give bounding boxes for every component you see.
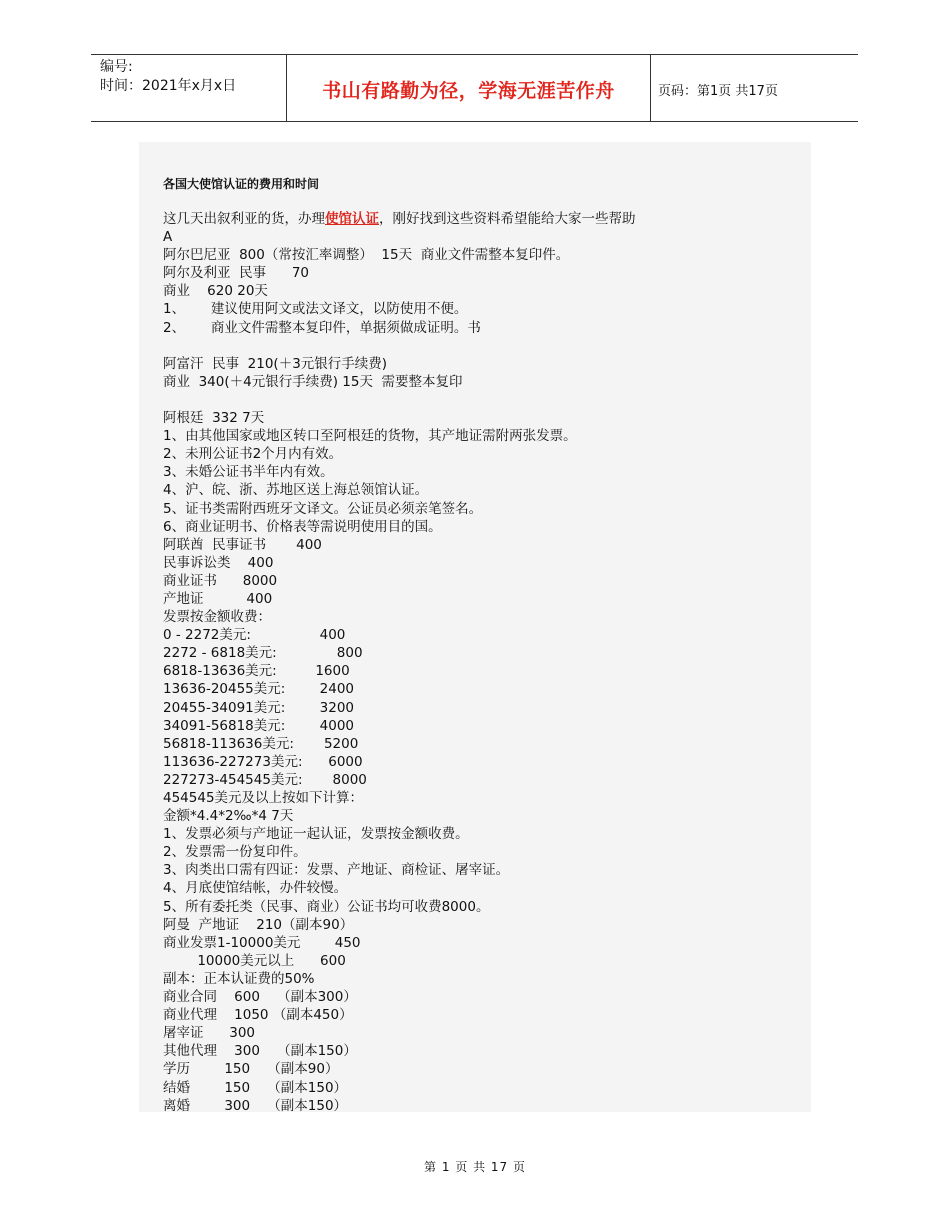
document-line: 0 - 2272美元: 400 xyxy=(163,627,346,644)
document-line: 13636-20455美元: 2400 xyxy=(163,681,354,698)
intro-text-before: 这几天出叙利亚的货，办理 xyxy=(163,211,325,227)
document-line: 1、 建议使用阿文或法文译文，以防使用不便。 xyxy=(163,301,468,318)
document-line: 商业合同 600 （副本300） xyxy=(163,989,357,1006)
document-line: 发票按金额收费： xyxy=(163,609,271,626)
document-line: 4、月底使馆结帐，办件较慢。 xyxy=(163,880,348,897)
document-line: 5、所有委托类（民事、商业）公证书均可收费8000。 xyxy=(163,898,490,915)
document-line: 2、 商业文件需整本复印件，单据须做成证明。书 xyxy=(163,319,481,336)
document-line: 227273-454545美元: 8000 xyxy=(163,771,367,788)
document-line: 阿富汗 民事 210(＋3元银行手续费) xyxy=(163,355,388,372)
header-page-info: 页码：第1页 共17页 xyxy=(658,84,778,99)
document-line: 商业发票1-10000美元 450 xyxy=(163,934,361,951)
document-line: 3、肉类出口需有四证：发票、产地证、商检证、屠宰证。 xyxy=(163,862,510,879)
intro-text-after: ，刚好找到这些资料希望能给大家一些帮助 xyxy=(379,211,636,227)
document-line: 1、发票必须与产地证一起认证，发票按金额收费。 xyxy=(163,826,469,843)
document-line: 民事诉讼类 400 xyxy=(163,554,274,571)
header-bottom-rule xyxy=(91,121,858,122)
document-content xyxy=(139,142,811,1112)
document-line: A xyxy=(163,229,173,246)
document-line xyxy=(163,337,811,355)
document-line: 金额*4.4*2‰*4 7天 xyxy=(163,808,294,825)
document-line: 2、发票需一份复印件。 xyxy=(163,844,307,861)
document-line: 5、证书类需附西班牙文译文。公证员必须亲笔签名。 xyxy=(163,500,483,517)
document-line: 阿联酋 民事证书 400 xyxy=(163,536,322,553)
document-line: 副本：正本认证费的50% xyxy=(163,970,315,987)
header-top-rule xyxy=(91,54,858,55)
document-line: 屠宰证 300 xyxy=(163,1025,256,1042)
document-line: 结婚 150 （副本150） xyxy=(163,1079,348,1096)
document-line: 商业 620 20天 xyxy=(163,283,268,300)
document-line: 6、商业证明书、价格表等需说明使用目的国。 xyxy=(163,518,442,535)
document-line: 其他代理 300 （副本150） xyxy=(163,1043,357,1060)
document-line: 34091-56818美元: 4000 xyxy=(163,717,354,734)
document-line: 56818-113636美元: 5200 xyxy=(163,735,359,752)
document-line: 113636-227273美元: 6000 xyxy=(163,753,363,770)
document-line: 3、未婚公证书半年内有效。 xyxy=(163,464,334,481)
document-title: 各国大使馆认证的费用和时间 xyxy=(163,177,320,191)
document-line: 产地证 400 xyxy=(163,590,273,607)
document-line: 阿根廷 332 7天 xyxy=(163,410,265,427)
header-motto: 书山有路勤为径，学海无涯苦作舟 xyxy=(322,80,615,102)
document-line: 商业代理 1050 （副本450） xyxy=(163,1007,353,1024)
document-line: 20455-34091美元: 3200 xyxy=(163,699,354,716)
document-line: 454545美元及以上按如下计算： xyxy=(163,790,364,806)
document-line: 阿尔巴尼亚 800（常按汇率调整） 15天 商业文件需整本复印件。 xyxy=(163,247,570,264)
document-line xyxy=(163,391,811,409)
intro-line xyxy=(163,210,811,228)
document-line: 阿曼 产地证 210（副本90） xyxy=(163,916,354,933)
footer-page-number: 第 1 页 共 17 页 xyxy=(424,1160,526,1174)
document-line: 10000美元以上 600 xyxy=(163,952,346,969)
document-line: 学历 150 （副本90） xyxy=(163,1061,339,1078)
document-line: 阿尔及利亚 民事 70 xyxy=(163,265,310,282)
embassy-certification-link[interactable]: 使馆认证 xyxy=(325,211,379,227)
document-number-label: 编号: xyxy=(100,59,133,75)
document-line: 离婚 300 （副本150） xyxy=(163,1097,348,1114)
document-line: 2272 - 6818美元: 800 xyxy=(163,645,363,662)
document-line: 1、由其他国家或地区转口至阿根廷的货物，其产地证需附两张发票。 xyxy=(163,428,577,445)
document-line: 6818-13636美元: 1600 xyxy=(163,663,350,680)
document-time-label: 时间：2021年x月x日 xyxy=(100,78,237,94)
document-line: 2、未刑公证书2个月内有效。 xyxy=(163,446,343,463)
document-line: 商业 340(＋4元银行手续费) 15天 需要整本复印 xyxy=(163,373,463,390)
document-line: 商业证书 8000 xyxy=(163,572,278,589)
header-meta xyxy=(100,58,236,96)
document-lines xyxy=(163,228,811,1115)
document-line: 4、沪、皖、浙、苏地区送上海总领馆认证。 xyxy=(163,482,429,499)
header-divider-right xyxy=(650,55,651,121)
